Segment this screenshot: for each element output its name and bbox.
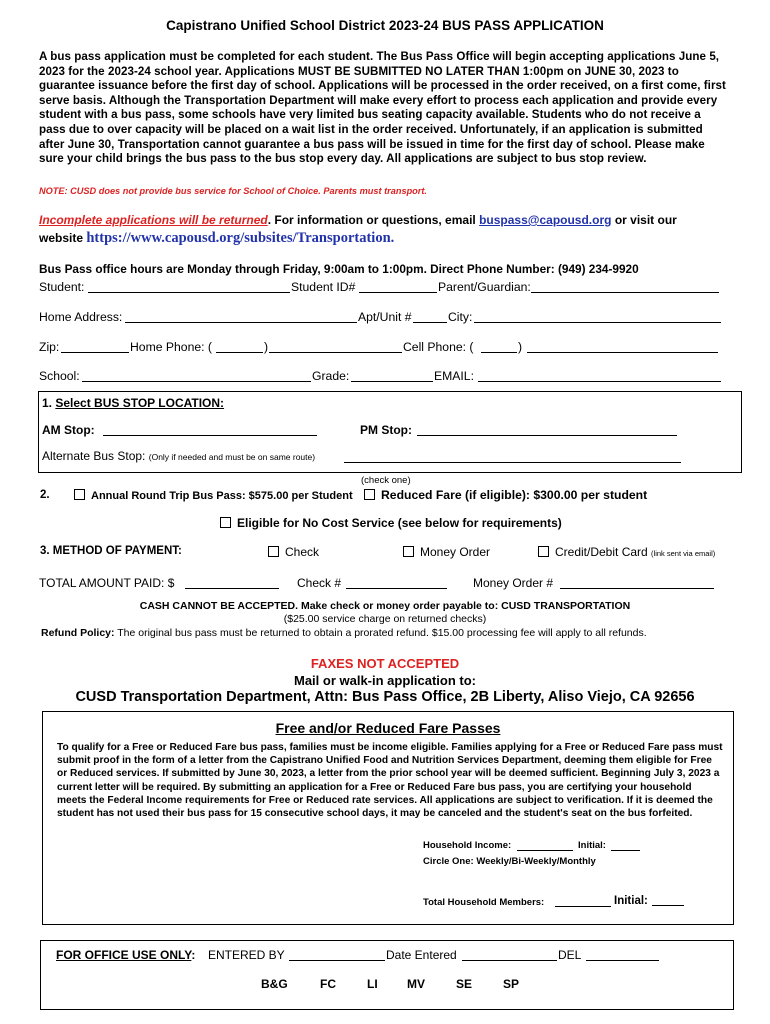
- pm-stop-field[interactable]: [417, 423, 677, 436]
- payment-heading: 3. METHOD OF PAYMENT:: [40, 545, 182, 557]
- contact-text-2: or visit our: [611, 213, 677, 227]
- apt-label: Apt/Unit #: [358, 310, 412, 324]
- city-label: City:: [448, 310, 473, 324]
- reduced-fare-label: Reduced Fare (if eligible): $300.00 per student: [381, 488, 648, 502]
- website-label: website: [39, 231, 87, 245]
- household-members-field[interactable]: [555, 896, 611, 907]
- money-order-number-field[interactable]: [560, 576, 714, 589]
- household-income-field[interactable]: [517, 840, 573, 851]
- card-option[interactable]: [538, 545, 715, 559]
- check-number-label: Check #: [297, 576, 342, 590]
- annual-pass-label: Annual Round Trip Bus Pass: $575.00 per Student: [91, 490, 353, 502]
- grade-field[interactable]: [351, 369, 433, 382]
- total-paid-field[interactable]: [185, 576, 279, 589]
- alternate-stop-note: (Only if needed and must be on same route): [148, 452, 316, 462]
- date-entered-field[interactable]: [462, 948, 557, 961]
- members-initial-field[interactable]: [652, 895, 684, 906]
- office-hours: Bus Pass office hours are Monday through Friday, 9:00am to 1:00pm. Direct Phone Number: (949) 234-9920: [39, 262, 639, 276]
- website-link[interactable]: https://www.capousd.org/subsites/Transportation: [86, 230, 391, 246]
- office-code: SP: [503, 977, 520, 991]
- office-use-section: [40, 940, 734, 1010]
- contact-info: [39, 211, 739, 247]
- del-label: DEL: [558, 948, 582, 962]
- student-label: Student:: [39, 280, 85, 294]
- page-title: Capistrano Unified School District 2023-24 BUS PASS APPLICATION: [166, 18, 604, 33]
- office-code: B&G: [261, 977, 288, 991]
- card-label: Credit/Debit Card: [555, 545, 648, 559]
- check-one-label: (check one): [361, 475, 411, 486]
- zip-field[interactable]: [61, 340, 129, 353]
- cell-phone-field[interactable]: [527, 340, 718, 353]
- email-link[interactable]: buspass@capousd.org: [479, 213, 612, 227]
- card-note: (link sent via email): [651, 549, 716, 558]
- no-cost-checkbox[interactable]: [220, 517, 231, 528]
- check-checkbox[interactable]: [268, 546, 279, 557]
- bus-stop-heading-text: Select BUS STOP LOCATION:: [55, 396, 225, 410]
- alternate-stop-label: [42, 449, 315, 463]
- entered-by-label: ENTERED BY: [208, 948, 285, 962]
- office-use-label: [56, 948, 195, 962]
- refund-text: The original bus pass must be returned to obtain a prorated refund. $15.00 processing fee will apply to all refunds.: [114, 627, 647, 639]
- am-stop-field[interactable]: [103, 423, 317, 436]
- home-phone-area-field[interactable]: [216, 340, 263, 353]
- entered-by-field[interactable]: [289, 948, 385, 961]
- address-row: [39, 310, 729, 328]
- office-code: FC: [320, 977, 336, 991]
- del-field[interactable]: [586, 948, 659, 961]
- school-row: [39, 369, 729, 387]
- check-label: Check: [285, 545, 320, 559]
- household-members-label: Total Household Members:: [423, 897, 545, 908]
- school-field[interactable]: [82, 369, 311, 382]
- bus-stop-section: [38, 391, 742, 473]
- members-initial-label: Initial:: [614, 895, 648, 907]
- student-field[interactable]: [88, 280, 290, 293]
- money-order-number-label: Money Order #: [473, 576, 554, 590]
- city-field[interactable]: [474, 310, 721, 323]
- home-phone-close: ): [264, 340, 269, 354]
- household-income-label: Household Income:: [423, 840, 512, 851]
- refund-policy: [41, 627, 647, 639]
- service-charge-note: ($25.00 service charge on returned checks): [283, 613, 487, 625]
- reduced-fare-checkbox[interactable]: [364, 489, 375, 500]
- office-use-title: FOR OFFICE USE ONLY: [56, 948, 192, 962]
- pm-stop-label: PM Stop:: [360, 423, 412, 437]
- free-reduced-section: [42, 711, 734, 925]
- contact-text: . For information or questions, email: [267, 213, 480, 227]
- grade-label: Grade:: [312, 369, 350, 383]
- mailing-address: CUSD Transportation Department, Attn: Bus Pass Office, 2B Liberty, Aliso Viejo, CA 92656: [75, 689, 695, 705]
- pass-section-number: 2.: [40, 489, 50, 501]
- bus-stop-heading-number: 1.: [42, 396, 56, 410]
- school-label: School:: [39, 369, 80, 383]
- cash-notice: CASH CANNOT BE ACCEPTED. Make check or money order payable to: CUSD TRANSPORTATION: [139, 600, 631, 612]
- refund-label: Refund Policy:: [41, 627, 115, 639]
- no-cost-option[interactable]: [220, 516, 562, 530]
- money-order-label: Money Order: [420, 545, 491, 559]
- parent-label: Parent/Guardian:: [438, 280, 531, 294]
- intro-paragraph: A bus pass application must be completed for each student. The Bus Pass Office will begin accepting applications June 5, 2023 for the 2023-24 school year. Applications MUST BE SUBMITTED NO LATER THAN 1:00pm on JUNE 30, 2023 to guarantee issuance before the first day of school. Applications will be processed in the order received, on a first come, first serve basis. Although the Transportation Department will make every effort to process each application and provide every student with a bus pass, some schools have very limited bus seating capacity available. Students who do not receive a pass due to over capacity will be placed on a wait list in the order received. Unfortunately, if an application is submitted after June 30, Transportation cannot guarantee a bus pass will be issued in time for the first day of school. Please make sure your child brings the bus pass to the bus stop every day. All applications are subject to bus stop review.: [39, 50, 726, 166]
- am-stop-label: AM Stop:: [42, 423, 95, 437]
- office-code: SE: [456, 977, 473, 991]
- check-option[interactable]: [268, 545, 319, 559]
- school-of-choice-note: NOTE: CUSD does not provide bus service for School of Choice. Parents must transport.: [39, 186, 427, 196]
- money-order-checkbox[interactable]: [403, 546, 414, 557]
- office-code: MV: [407, 977, 425, 991]
- home-address-label: Home Address:: [39, 310, 123, 324]
- reduced-fare-option[interactable]: [364, 488, 647, 502]
- incomplete-warning: Incomplete applications will be returned: [39, 213, 268, 227]
- student-id-field[interactable]: [359, 280, 437, 293]
- cell-phone-label: Cell Phone: (: [403, 340, 474, 354]
- parent-field[interactable]: [531, 280, 719, 293]
- income-initial-label: Initial:: [578, 840, 606, 851]
- student-id-label: Student ID#: [291, 280, 356, 294]
- student-row: [39, 280, 729, 298]
- email-label: EMAIL:: [434, 369, 474, 383]
- card-checkbox[interactable]: [538, 546, 549, 557]
- home-address-field[interactable]: [125, 310, 357, 323]
- bus-stop-heading: [42, 396, 224, 410]
- alternate-stop-text: Alternate Bus Stop:: [42, 449, 146, 463]
- free-reduced-body: To qualify for a Free or Reduced Fare bus pass, families must be income eligible. Families applying for a Free or Reduced Fare pass must submit proof in the form of a letter from the Capistrano Unified Food and Nutrition Services Department, deeming them eligible for Free or Reduced services. If submitted by June 30, 2023, a letter from the prior school year will be deemed sufficient. Beginning July 3, 2023 a current letter will be required. By submitting an application for a Free or Reduced Fare bus pass, you are certifying your household meets the Federal Income requirements for Free or Reduced rate services. All applications are subject to verification. If it is deemed the student has not used their bus pass for 15 consecutive school days, it may be canceled and the student's seat on the bus forfeited.: [57, 742, 723, 820]
- money-order-option[interactable]: [403, 545, 490, 559]
- total-paid-label: TOTAL AMOUNT PAID: $: [39, 576, 175, 590]
- website-period: .: [390, 230, 395, 246]
- date-entered-label: Date Entered: [386, 948, 457, 962]
- annual-pass-checkbox[interactable]: [74, 489, 85, 500]
- check-number-field[interactable]: [346, 576, 447, 589]
- annual-pass-option[interactable]: [74, 489, 353, 502]
- apt-field[interactable]: [413, 310, 447, 323]
- office-use-colon: :: [191, 948, 196, 962]
- income-initial-field[interactable]: [611, 840, 640, 851]
- free-reduced-title: Free and/or Reduced Fare Passes: [275, 720, 501, 736]
- mail-instruction: Mail or walk-in application to:: [293, 673, 476, 688]
- no-cost-label: Eligible for No Cost Service (see below for requirements): [237, 516, 562, 530]
- home-phone-field[interactable]: [269, 340, 402, 353]
- office-code: LI: [367, 977, 378, 991]
- cell-phone-area-field[interactable]: [481, 340, 517, 353]
- alternate-stop-field[interactable]: [344, 450, 681, 463]
- zip-label: Zip:: [39, 340, 60, 354]
- cell-phone-close: ): [518, 340, 523, 354]
- faxes-not-accepted: FAXES NOT ACCEPTED: [310, 656, 460, 671]
- circle-one-frequency: Circle One: Weekly/Bi-Weekly/Monthly: [423, 856, 596, 867]
- email-field[interactable]: [478, 369, 721, 382]
- home-phone-label: Home Phone: (: [130, 340, 212, 354]
- phone-row: [39, 340, 729, 358]
